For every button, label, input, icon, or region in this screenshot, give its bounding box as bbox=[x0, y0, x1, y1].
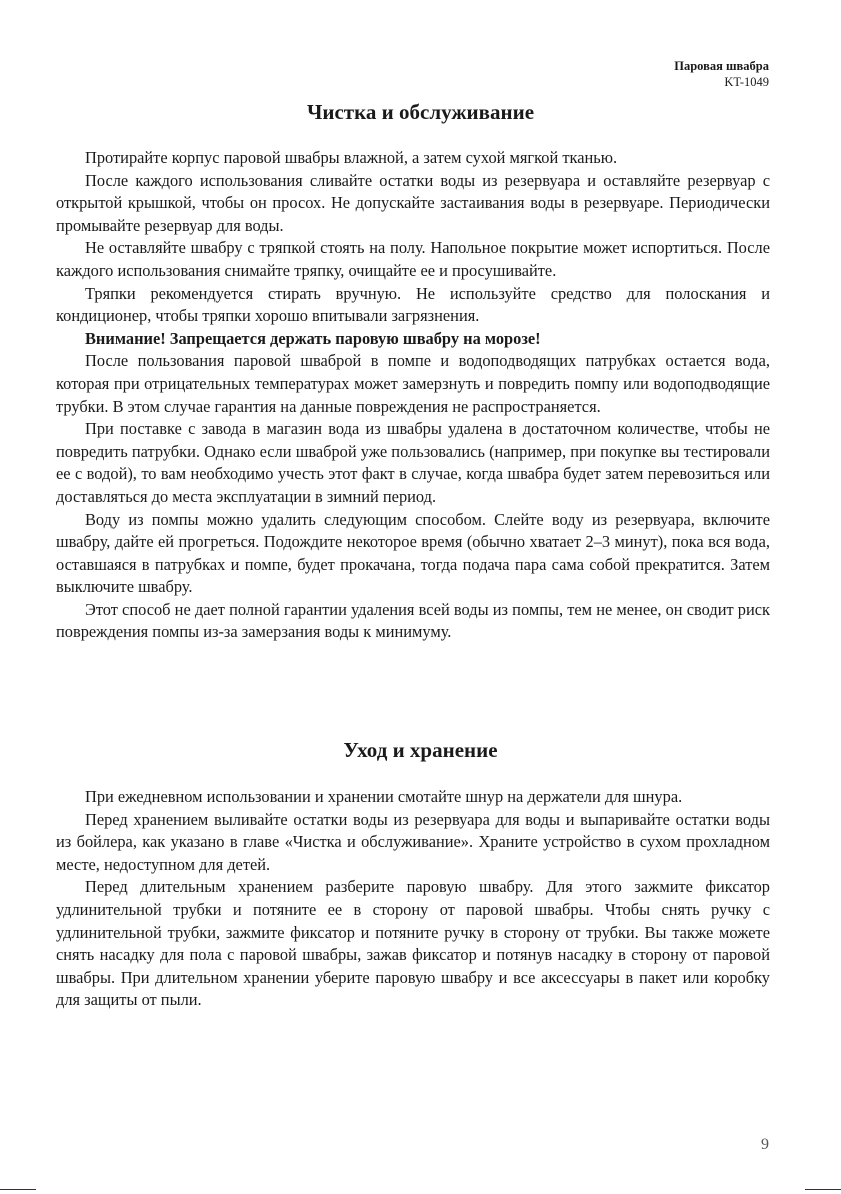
paragraph: Тряпки рекомендуется стирать вручную. Не используйте средство для полоскания и кондиционер, чтобы тряпки хорошо впитывали загрязнения. bbox=[56, 283, 770, 326]
product-name: Паровая швабра bbox=[674, 59, 769, 73]
storage-text bbox=[56, 786, 770, 1012]
warning-paragraph: Внимание! Запрещается держать паровую швабру на морозе! bbox=[85, 328, 541, 348]
model-number: KT-1049 bbox=[724, 75, 769, 89]
footer-divider bbox=[0, 1189, 36, 1190]
page-header bbox=[674, 58, 769, 90]
page-number: 9 bbox=[761, 1136, 769, 1153]
paragraph: Воду из помпы можно удалить следующим способом. Слейте воду из резервуара, включите швабру, дайте ей прогреться. Подождите некоторое время (обычно хватает 2–3 минут), пока вся вода, оставшаяся в патрубках и помпе, будет прокачана, тогда подача пара сама собой прекратится. Затем выключите швабру. bbox=[56, 509, 770, 597]
paragraph: Этот способ не дает полной гарантии удаления всей воды из помпы, тем не менее, он сводит риск повреждения помпы из-за замерзания воды к минимуму. bbox=[56, 599, 770, 642]
section-title-cleaning: Чистка и обслуживание bbox=[306, 100, 535, 124]
paragraph: При ежедневном использовании и хранении смотайте шнур на держатели для шнура. bbox=[85, 787, 683, 806]
paragraph: После каждого использования сливайте остатки воды из резервуара и оставляйте резервуар с открытой крышкой, чтобы он просох. Не допускайте застаивания воды в резервуаре. Периодически промывайте резервуар для воды. bbox=[56, 170, 770, 235]
paragraph: После пользования паровой шваброй в помпе и водоподводящих патрубках остается вода, которая при отрицательных температурах может замерзнуть и повредить помпу или водоподводящие трубки. В этом случае гарантия на данные повреждения не распространяется. bbox=[56, 351, 770, 416]
footer-divider bbox=[805, 1189, 841, 1190]
paragraph: Протирайте корпус паровой швабры влажной, а затем сухой мягкой тканью. bbox=[85, 148, 618, 167]
section-title-storage: Уход и хранение bbox=[343, 738, 498, 762]
paragraph: При поставке с завода в магазин вода из швабры удалена в достаточном количестве, чтобы не повредить патрубки. Однако если шваброй уже пользовались (например, при покупке вы тестировали ее с водой), то вам необходимо учесть этот факт в случае, когда швабра будет затем перевозиться или доставляться до места эксплуатации в зимний период. bbox=[56, 419, 770, 506]
paragraph: Перед хранением выливайте остатки воды из резервуара для воды и выпаривайте остатки воды из бойлера, как указано в главе «Чистка и обслуживание». Храните устройство в сухом прохладном месте, недоступном для детей. bbox=[56, 809, 770, 874]
paragraph: Перед длительным хранением разберите паровую швабру. Для этого зажмите фиксатор удлинительной трубки и потяните ее в сторону от паровой швабры. Чтобы снять ручку с удлинительной трубки, зажмите фиксатор и потяните ручку в сторону от трубки. Вы также можете снять насадку для пола с паровой швабры, зажав фиксатор и потянув насадку в сторону от паровой швабры. При длительном хранении уберите паровую швабру и все аксессуары в пакет или коробку для защиты от пыли. bbox=[56, 877, 770, 1010]
paragraph: Не оставляйте швабру с тряпкой стоять на полу. Напольное покрытие может испортиться. После каждого использования снимайте тряпку, очищайте ее и просушивайте. bbox=[56, 238, 770, 280]
cleaning-text bbox=[56, 147, 770, 644]
